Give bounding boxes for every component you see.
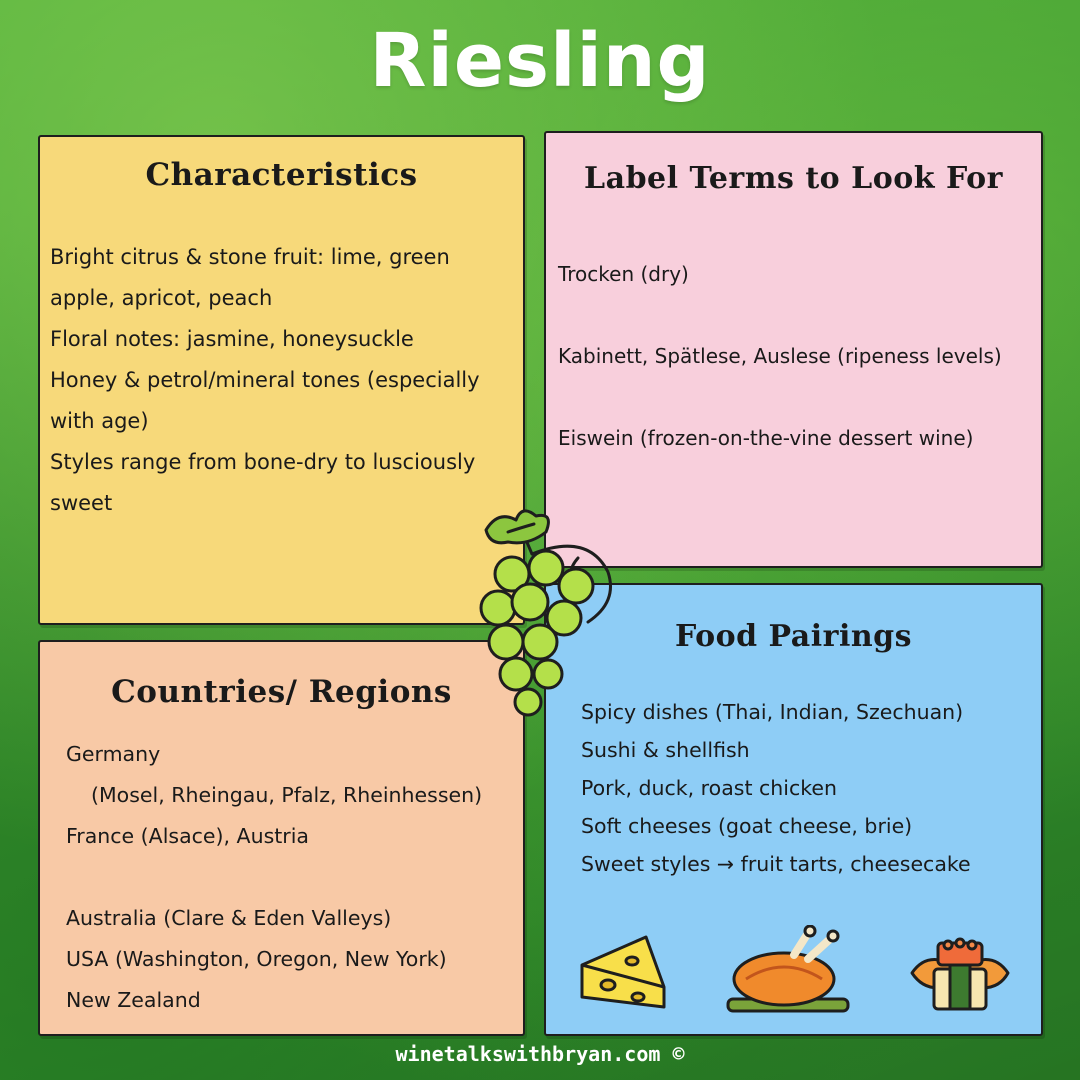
list-item: USA (Washington, Oregon, New York) <box>66 947 447 971</box>
grape-bunch-icon <box>468 502 633 724</box>
list-item: (Mosel, Rheingau, Pfalz, Rheinhessen) <box>91 783 483 807</box>
countries-heading: Countries/ Regions <box>111 674 452 710</box>
food-pairings-heading: Food Pairings <box>674 619 913 654</box>
list-item: Trocken (dry) <box>558 262 689 286</box>
list-item: Sushi & shellfish <box>581 738 750 762</box>
list-item: Bright citrus & stone fruit: lime, green <box>50 245 450 269</box>
list-item: Honey & petrol/mineral tones (especially <box>50 368 480 392</box>
list-item: Germany <box>66 742 161 766</box>
countries-card <box>38 640 525 1036</box>
list-item: Styles range from bone-dry to lusciously <box>50 450 476 474</box>
characteristics-list <box>50 237 510 524</box>
characteristics-card <box>38 135 525 625</box>
list-item: Australia (Clare & Eden Valleys) <box>66 906 392 930</box>
list-item: France (Alsace), Austria <box>66 824 309 848</box>
list-item: sweet <box>50 491 113 515</box>
list-item: Kabinett, Spätlese, Auslese (ripeness levels) <box>558 344 1002 368</box>
list-item: New Zealand <box>66 988 201 1012</box>
characteristics-heading: Characteristics <box>145 157 418 193</box>
sushi-icon <box>912 939 1008 1009</box>
countries-list <box>66 734 521 1021</box>
list-item: apple, apricot, peach <box>50 286 273 310</box>
list-item: Pork, duck, roast chicken <box>581 776 837 800</box>
list-item: Spicy dishes (Thai, Indian, Szechuan) <box>581 700 964 724</box>
list-item: Soft cheeses (goat cheese, brie) <box>581 814 913 838</box>
label-terms-heading: Label Terms to Look For <box>584 161 1003 196</box>
roast-chicken-icon <box>728 926 848 1011</box>
list-item: Floral notes: jasmine, honeysuckle <box>50 327 414 351</box>
footer-credit: winetalkswithbryan.com © <box>395 1042 685 1066</box>
list-item: Eiswein (frozen-on-the-vine dessert wine) <box>558 426 974 450</box>
cheese-icon <box>582 937 664 1007</box>
label-terms-list <box>558 261 1038 507</box>
food-pairings-list <box>581 693 1036 883</box>
list-item: Sweet styles → fruit tarts, cheesecake <box>581 852 971 876</box>
page-title: Riesling <box>369 18 711 104</box>
food-icons <box>546 925 1045 1015</box>
spacer <box>66 857 521 898</box>
list-item: with age) <box>50 409 149 433</box>
